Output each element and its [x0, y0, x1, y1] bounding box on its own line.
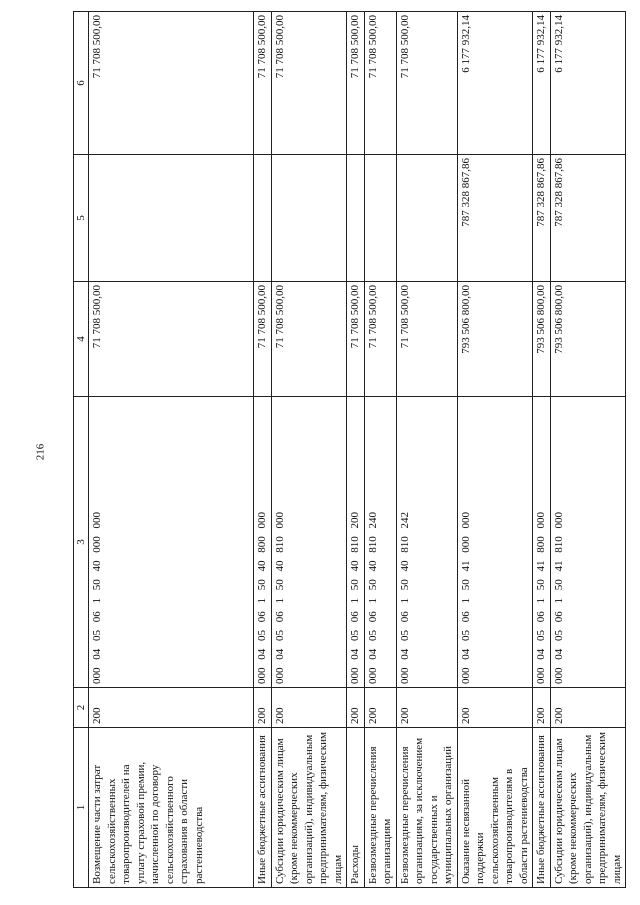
table-row — [254, 12, 272, 888]
budget-table — [73, 11, 626, 888]
row-value-col6: 6 177 932,14 — [457, 12, 533, 155]
row-value-col5 — [89, 155, 254, 282]
row-admin-code: 200 — [396, 688, 457, 728]
column-header-3: 3 — [74, 397, 89, 688]
table-row — [89, 12, 254, 888]
row-admin-code: 200 — [89, 688, 254, 728]
row-value-col6: 6 177 932,14 — [550, 12, 626, 155]
row-value-col5: 787 328 867,86 — [533, 155, 551, 282]
row-value-col5 — [364, 155, 396, 282]
row-admin-code: 200 — [271, 688, 347, 728]
column-header-2: 2 — [74, 688, 89, 728]
table-row — [364, 12, 396, 888]
table-row — [550, 12, 626, 888]
row-value-col6: 6 177 932,14 — [533, 12, 551, 155]
row-name: Иные бюджетные ассигнования — [533, 728, 551, 888]
row-name: Субсидии юридическим лицам (кроме некоммерческих организаций), индивидуальным предпринимателям, физическим лицам — [271, 728, 347, 888]
table-row — [271, 12, 347, 888]
row-value-col4: 71 708 500,00 — [271, 282, 347, 397]
row-admin-code: 200 — [533, 688, 551, 728]
row-value-col6: 71 708 500,00 — [347, 12, 365, 155]
column-header-4: 4 — [74, 282, 89, 397]
row-budget-code: 000 04 05 06 1 50 41 800 000 — [533, 397, 551, 688]
row-value-col4: 71 708 500,00 — [364, 282, 396, 397]
row-value-col5: 787 328 867,86 — [457, 155, 533, 282]
row-budget-code: 000 04 05 06 1 50 41 000 000 — [457, 397, 533, 688]
row-name: Иные бюджетные ассигнования — [254, 728, 272, 888]
table-row — [347, 12, 365, 888]
table-row — [396, 12, 457, 888]
row-value-col4: 71 708 500,00 — [396, 282, 457, 397]
row-name: Оказание несвязанной поддержки сельскохозяйственным товаропроизводителям в области растениеводства — [457, 728, 533, 888]
row-budget-code: 000 04 05 06 1 50 40 000 000 — [89, 397, 254, 688]
row-value-col4: 71 708 500,00 — [89, 282, 254, 397]
row-value-col6: 71 708 500,00 — [271, 12, 347, 155]
row-admin-code: 200 — [550, 688, 626, 728]
row-budget-code: 000 04 05 06 1 50 40 800 000 — [254, 397, 272, 688]
row-admin-code: 200 — [457, 688, 533, 728]
row-name: Субсидии юридическим лицам (кроме некоммерческих организаций), индивидуальным предпринимателям, физическим лицам — [550, 728, 626, 888]
column-header-1: 1 — [74, 728, 89, 888]
row-value-col4: 793 506 800,00 — [550, 282, 626, 397]
row-value-col4: 793 506 800,00 — [533, 282, 551, 397]
row-value-col6: 71 708 500,00 — [396, 12, 457, 155]
row-value-col6: 71 708 500,00 — [364, 12, 396, 155]
row-budget-code: 000 04 05 06 1 50 40 810 000 — [271, 397, 347, 688]
row-admin-code: 200 — [254, 688, 272, 728]
row-budget-code: 000 04 05 06 1 50 40 810 240 — [364, 397, 396, 688]
row-budget-code: 000 04 05 06 1 50 41 810 000 — [550, 397, 626, 688]
row-budget-code: 000 04 05 06 1 50 40 810 242 — [396, 397, 457, 688]
table-body — [74, 12, 626, 888]
table-row — [533, 12, 551, 888]
row-value-col4: 793 506 800,00 — [457, 282, 533, 397]
row-budget-code: 000 04 05 06 1 50 40 810 200 — [347, 397, 365, 688]
row-name: Возмещение части затрат сельскохозяйственных товаропроизводителей на уплату страховой премии, начисленной по договору сельскохозяйственного страхования в области растениеводства — [89, 728, 254, 888]
row-admin-code: 200 — [347, 688, 365, 728]
row-value-col5 — [396, 155, 457, 282]
row-value-col5 — [347, 155, 365, 282]
page-number: 216 — [34, 443, 46, 461]
column-header-5: 5 — [74, 155, 89, 282]
row-value-col5 — [271, 155, 347, 282]
row-value-col6: 71 708 500,00 — [254, 12, 272, 155]
row-name: Безвозмездные перечисления организациям — [364, 728, 396, 888]
row-name: Расходы — [347, 728, 365, 888]
column-header-6: 6 — [74, 12, 89, 155]
row-value-col4: 71 708 500,00 — [254, 282, 272, 397]
row-admin-code: 200 — [364, 688, 396, 728]
row-value-col5: 787 328 867,86 — [550, 155, 626, 282]
row-value-col4: 71 708 500,00 — [347, 282, 365, 397]
table-row — [457, 12, 533, 888]
row-value-col6: 71 708 500,00 — [89, 12, 254, 155]
header-row — [74, 12, 89, 888]
row-value-col5 — [254, 155, 272, 282]
row-name: Безвозмездные перечисления организациям, за исключением государственных и муниципальных организаций — [396, 728, 457, 888]
